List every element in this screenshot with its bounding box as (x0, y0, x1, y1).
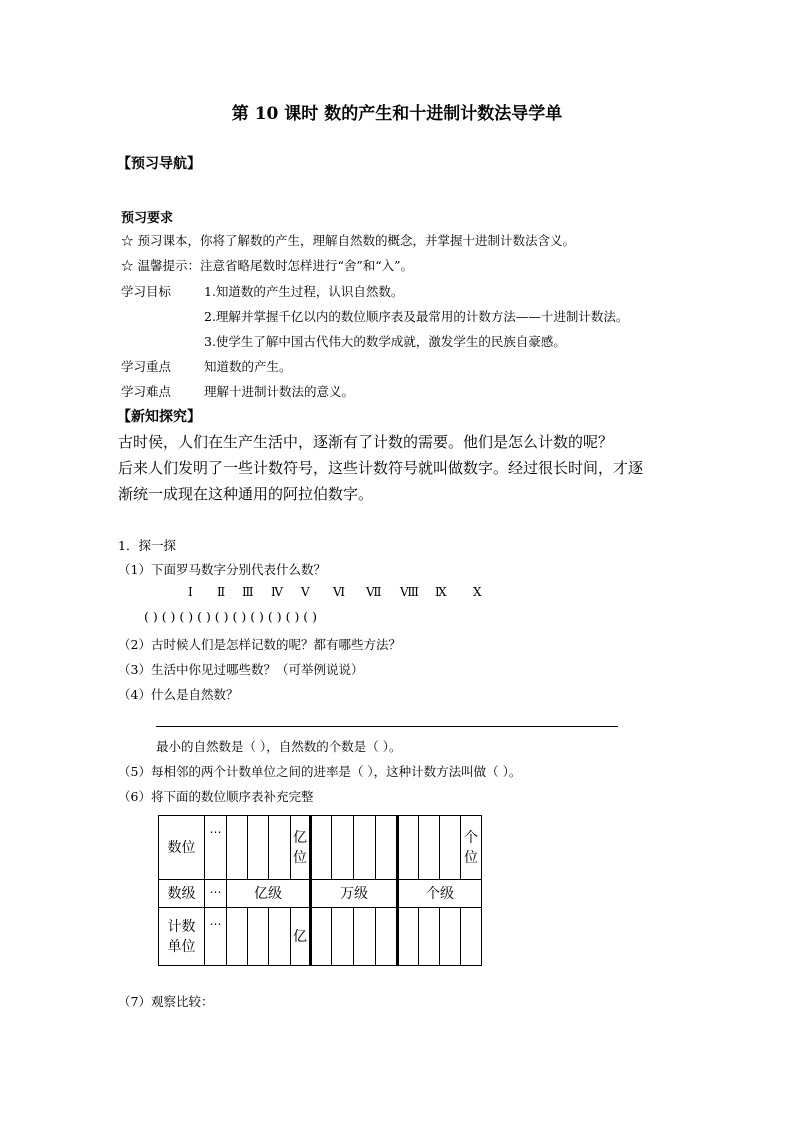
blank-cell[interactable] (398, 816, 419, 880)
roman-numeral: Ⅰ (188, 585, 193, 599)
ge-place-cell: 个 位 (461, 816, 482, 880)
focus-label: 学习重点 (121, 359, 172, 374)
blank-cell[interactable] (311, 816, 332, 880)
difficulty-text: 理解十进制计数法的意义。 (204, 384, 355, 399)
level-yi: 亿级 (227, 880, 311, 908)
question-7: （7）观察比较： (118, 994, 214, 1009)
roman-answer-blanks[interactable]: ( ) ( ) ( ) ( ) ( ) ( ) ( ) ( ) ( ) ( ) (144, 609, 318, 624)
unit-yi-cell: 亿 (291, 908, 311, 966)
blank-cell[interactable] (376, 908, 398, 966)
star-line-1: ☆ 预习课本，你将了解数的产生，理解自然数的概念，并掌握十进制计数法含义。 (121, 233, 575, 248)
table-row (159, 880, 503, 908)
focus-text: 知道数的产生。 (204, 359, 292, 374)
question-1: （1）下面罗马数字分别代表什么数？ (118, 562, 326, 577)
question-5[interactable]: （5）每相邻的两个计数单位之间的进率是（ ），这种计数方法叫做（ ）。 (118, 764, 522, 779)
yi-place-cell: 亿 位 (291, 816, 311, 880)
goal-1: 1.知道数的产生过程，认识自然数。 (204, 284, 404, 299)
natural-number-blanks[interactable]: 最小的自然数是（ ），自然数的个数是（ ）。 (156, 739, 402, 754)
table-row (159, 908, 503, 966)
blank-cell[interactable] (419, 816, 440, 880)
blank-cell[interactable] (227, 816, 248, 880)
roman-numeral: Ⅶ (366, 585, 382, 599)
level-wan: 万级 (311, 880, 398, 908)
roman-numeral: Ⅹ (473, 585, 482, 599)
blank-cell[interactable] (311, 908, 332, 966)
blank-cell[interactable] (332, 816, 354, 880)
paragraph-3: 渐统一成现在这种通用的阿拉伯数字。 (118, 485, 374, 503)
roman-numeral: Ⅵ (333, 585, 346, 599)
roman-numeral: Ⅱ (217, 585, 226, 599)
row-header-unit: 计数 单位 (159, 908, 205, 966)
table-row (159, 816, 503, 880)
level-ge: 个级 (398, 880, 482, 908)
answer-line[interactable] (156, 726, 618, 727)
paragraph-1: 古时侯，人们在生产生活中，逐渐有了计数的需要。他们是怎么计数的呢？ (118, 433, 614, 451)
blank-cell[interactable] (227, 908, 248, 966)
blank-cell[interactable] (461, 908, 482, 966)
roman-numeral: Ⅴ (301, 585, 310, 599)
roman-numeral-row (0, 585, 794, 605)
goal-2: 2.理解并掌握千亿以内的数位顺序表及最常用的计数方法——十进制计数法。 (204, 309, 629, 324)
blank-cell[interactable] (354, 816, 376, 880)
star-line-2: ☆ 温馨提示：注意省略尾数时怎样进行“舍”和“入”。 (121, 258, 414, 273)
difficulty-label: 学习难点 (121, 384, 172, 399)
roman-numeral: Ⅷ (400, 585, 419, 599)
blank-cell[interactable] (269, 908, 291, 966)
row-header-digit-place: 数位 (159, 816, 205, 880)
blank-cell[interactable] (440, 816, 461, 880)
ellipsis-cell: … (205, 908, 227, 966)
roman-numeral: Ⅸ (435, 585, 447, 599)
ellipsis-cell: … (205, 816, 227, 880)
blank-cell[interactable] (248, 908, 269, 966)
blank-cell[interactable] (332, 908, 354, 966)
ellipsis-cell: … (205, 880, 227, 908)
paragraph-2: 后来人们发明了一些计数符号，这些计数符号就叫做数字。经过很长时间，才逐 (118, 459, 644, 477)
roman-numeral: Ⅳ (271, 585, 283, 599)
blank-cell[interactable] (269, 816, 291, 880)
preview-nav-heading: 【预习导航】 (117, 156, 201, 172)
blank-cell[interactable] (440, 908, 461, 966)
explore-heading: 1．探一探 (118, 538, 176, 553)
goal-3: 3.使学生了解中国古代伟大的数学成就，激发学生的民族自豪感。 (204, 334, 566, 349)
roman-numeral: Ⅲ (242, 585, 254, 599)
preview-requirements-heading: 预习要求 (121, 211, 174, 226)
blank-cell[interactable] (398, 908, 419, 966)
goals-label: 学习目标 (121, 284, 172, 299)
page-title: 第 10 课时 数的产生和十进制计数法导学单 (231, 104, 563, 124)
row-header-level: 数级 (159, 880, 205, 908)
place-value-table (158, 815, 503, 966)
question-2: （2）古时候人们是怎样记数的呢？都有哪些方法？ (118, 637, 401, 652)
blank-cell[interactable] (376, 816, 398, 880)
question-4: （4）什么是自然数？ (118, 687, 239, 702)
question-3: （3）生活中你见过哪些数？（可举例说说） (118, 662, 364, 677)
blank-cell[interactable] (419, 908, 440, 966)
blank-cell[interactable] (248, 816, 269, 880)
question-6: （6）将下面的数位顺序表补充完整 (118, 789, 314, 804)
blank-cell[interactable] (354, 908, 376, 966)
new-knowledge-heading: 【新知探究】 (117, 409, 201, 425)
